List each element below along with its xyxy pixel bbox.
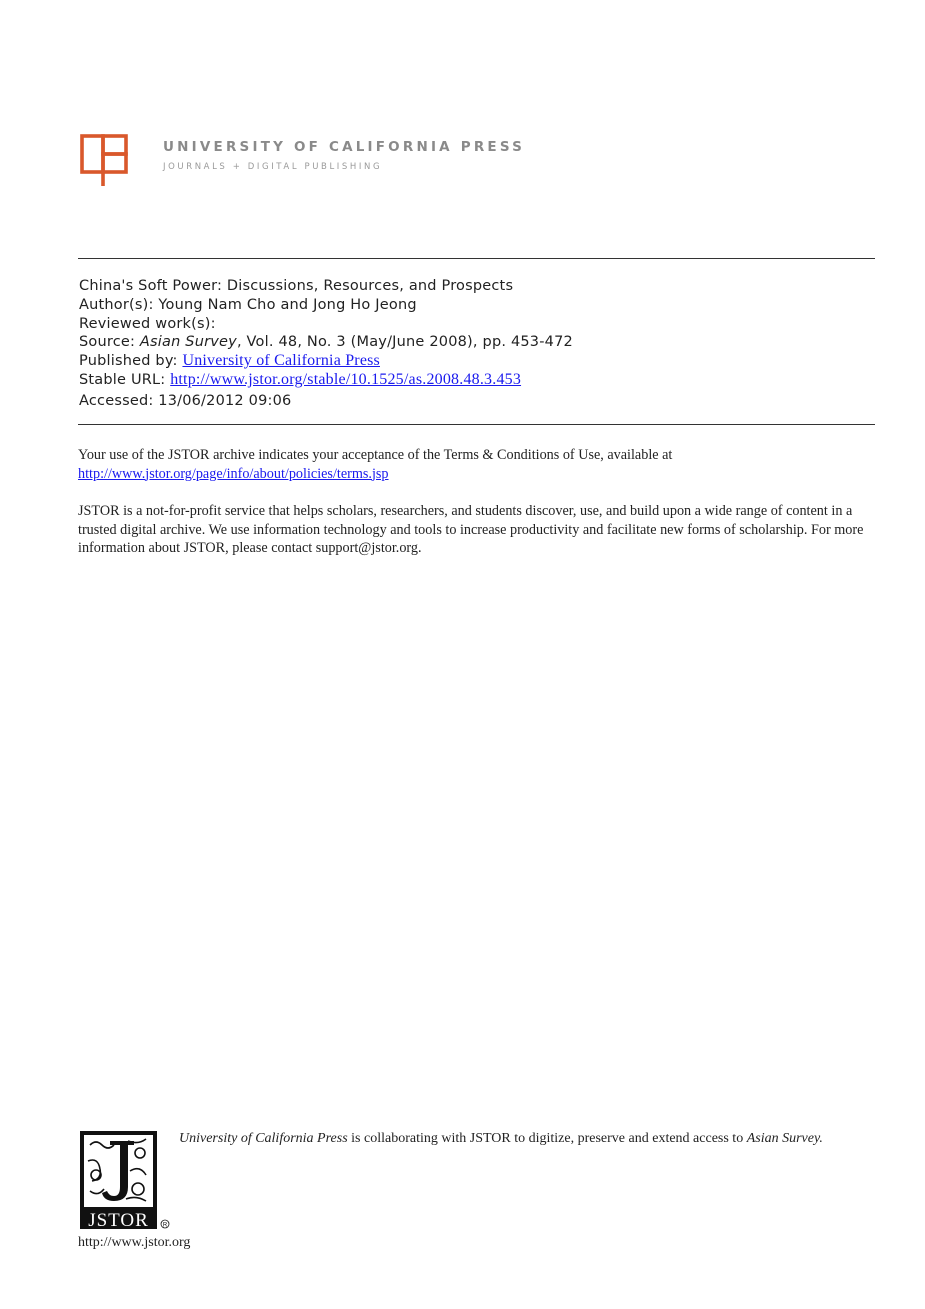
collab-journal: Asian Survey. — [746, 1131, 823, 1146]
article-metadata — [79, 277, 573, 411]
collab-text: is collaborating with JSTOR to digitize, preserve and extend access to — [347, 1131, 747, 1146]
svg-text:R: R — [162, 1222, 168, 1229]
about-jstor-paragraph: JSTOR is a not-for-profit service that helps scholars, researchers, and students discover, use, and build upon a wide range of content in a trusted digital archive. We use information technology and tools to increase productivity and facilitate new forms of scholarship. For more information about JSTOR, please contact support@jstor.org. — [78, 503, 864, 557]
source-line — [79, 333, 573, 352]
authors-line — [79, 296, 573, 315]
authors-label: Author(s): — [79, 296, 154, 313]
stable-url-label: Stable URL: — [79, 371, 166, 388]
article-title: China's Soft Power: Discussions, Resources, and Prospects — [79, 278, 514, 294]
jstor-url: http://www.jstor.org — [78, 1235, 191, 1250]
accessed-label: Accessed: — [79, 392, 154, 409]
publisher-name: UNIVERSITY OF CALIFORNIA PRESS — [163, 139, 526, 155]
collaboration-notice — [179, 1131, 869, 1147]
reviewed-works-label: Reviewed work(s): — [79, 315, 216, 332]
stable-url-line — [79, 371, 573, 390]
terms-text: Your use of the JSTOR archive indicates your acceptance of the Terms & Conditions of Use, available at — [78, 447, 673, 463]
jstor-logo-icon — [80, 1131, 172, 1231]
divider-bottom — [78, 424, 875, 425]
divider-top — [78, 258, 875, 259]
source-label: Source: — [79, 334, 136, 351]
terms-paragraph — [78, 446, 878, 483]
published-by-label: Published by: — [79, 353, 178, 370]
authors-value: Young Nam Cho and Jong Ho Jeong — [158, 296, 417, 313]
source-details: , Vol. 48, No. 3 (May/June 2008), pp. 453-472 — [236, 334, 573, 351]
published-by-line — [79, 352, 573, 371]
journal-name: Asian Survey — [139, 334, 237, 351]
collab-publisher: University of California Press — [179, 1131, 348, 1146]
publisher-link[interactable]: University of California Press — [182, 352, 380, 370]
jstor-logo-text: JSTOR — [88, 1210, 149, 1231]
terms-link[interactable]: http://www.jstor.org/page/info/about/policies/terms.jsp — [78, 465, 389, 482]
accessed-value: 13/06/2012 09:06 — [158, 392, 292, 409]
accessed-line — [79, 392, 573, 411]
stable-url-link[interactable]: http://www.jstor.org/stable/10.1525/as.2008.48.3.453 — [170, 370, 522, 388]
publisher-subtitle: JOURNALS + DIGITAL PUBLISHING — [163, 162, 383, 172]
ucpress-logo-icon — [80, 134, 130, 190]
